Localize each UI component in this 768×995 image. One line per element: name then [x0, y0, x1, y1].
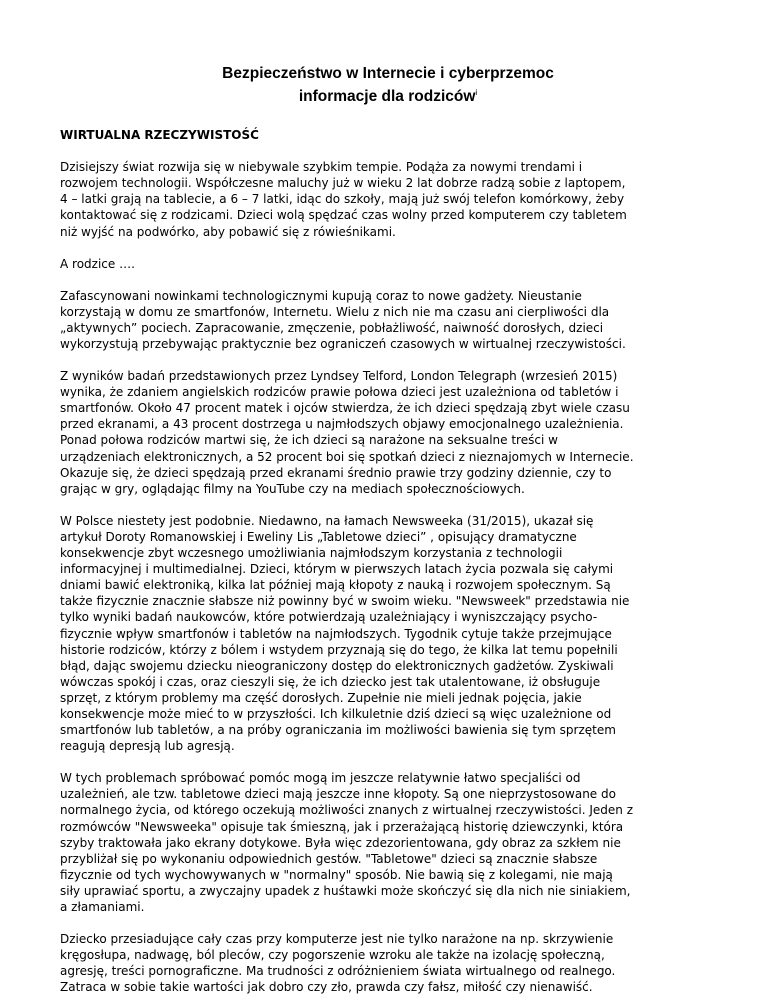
- paragraph-line: rozwojem technologii. Współczesne maluchy już w wieku 2 lat dobrze radzą sobie z laptopem,: [60, 176, 626, 191]
- paragraph-line: A rodzice ….: [60, 256, 135, 271]
- section-heading: WIRTUALNA RZECZYWISTOŚĆ: [60, 128, 259, 143]
- paragraph-line: także fizycznie znacznie słabsze niż powinny być w swoim wieku. "Newsweek" przedstawia nie: [60, 594, 630, 609]
- paragraph: [60, 770, 716, 915]
- paragraph-line: Zatraca w sobie takie wartości jak dobro czy zło, prawda czy fałsz, miłość czy nienawiść.: [60, 980, 593, 995]
- paragraph-line: kontaktować się z rodzicami. Dzieci wolą spędzać czas wolny przed komputerem czy tabletem: [60, 208, 627, 223]
- paragraph-line: 4 – latki grają na tablecie, a 6 – 7 latki, idąc do szkoły, mają już swój telefon komórkowy, żeby: [60, 192, 625, 207]
- paragraph-line: Dzisiejszy świat rozwija się w niebywale szybkim tempie. Podąża za nowymi trendami i: [60, 160, 583, 175]
- paragraph-line: historie rodziców, którzy z bólem i wstydem przyznają się do tego, że kilka lat temu popełnili: [60, 642, 618, 657]
- paragraph-line: wówczas spokój i czas, oraz cieszyli się, że ich dziecko jest tak utalentowane, iż obsługuje: [60, 674, 601, 689]
- paragraph-line: przed ekranami, a 43 procent dostrzega u najmłodszych objawy emocjonalnego uzależnienia.: [60, 417, 624, 432]
- paragraph-line: Ponad połowa rodziców martwi się, że ich dzieci są narażone na seksualne treści w: [60, 433, 558, 448]
- paragraph-line: fizycznie wpływ smartfonów i tabletów na najmłodszych. Tygodnik cytuje także przejmujące: [60, 626, 612, 641]
- paragraph-line: siły uprawiać sportu, a zwyczajny upadek z huśtawki może skończyć się dla nich nie siniakiem,: [60, 883, 631, 898]
- paragraph-line: urządzeniach elektronicznych, a 52 procent boi się spotkań dzieci z nieznajomych w Internecie.: [60, 449, 634, 464]
- paragraph-line: normalnego życia, od którego oczekują możliwości znanych z wirtualnej rzeczywistości. Jeden z: [60, 803, 634, 818]
- paragraph-line: W Polsce niestety jest podobnie. Niedawno, na łamach Newsweeka (31/2015), ukazał się: [60, 513, 594, 528]
- paragraph-line: przybliżał się po wykonaniu odpowiednich gestów. "Tabletowe" dzieci są znacznie słabsze: [60, 851, 598, 866]
- paragraph-line: tylko wyniki badań naukowców, które potwierdzają uzależniający i wyniszczający psycho-: [60, 610, 598, 625]
- footnote-marker: i: [475, 88, 478, 97]
- paragraph-line: W tych problemach spróbować pomóc mogą im jeszcze relatywnie łatwo specjaliści od: [60, 771, 581, 786]
- paragraph-line: smartfonów. Około 47 procent matek i ojców stwierdza, że ich dzieci spędzają zbyt wiele czasu: [60, 401, 630, 416]
- paragraph: [60, 288, 716, 352]
- paragraph-line: kręgosłupa, nadwagę, ból pleców, czy pogorszenie wzroku ale także na izolację społeczną,: [60, 948, 605, 963]
- paragraph-line: wykorzystują przebywając praktycznie bez ograniczeń czasowych w wirtualnej rzeczywistości.: [60, 337, 626, 351]
- paragraph-line: konsekwencje może mieć to w przyszłości. Ich kilkuletnie dziś dzieci są więc uzależnione od: [60, 706, 612, 721]
- paragraph-line: Z wyników badań przedstawionych przez Lyndsey Telford, London Telegraph (wrzesień 2015): [60, 369, 618, 384]
- paragraph: [60, 368, 716, 497]
- paragraph-line: reagują depresją lub agresją.: [60, 739, 235, 754]
- paragraph-line: sprzęt, z którym problemy ma część dorosłych. Zupełnie nie mieli jednak pojęcia, jakie: [60, 690, 582, 705]
- paragraph-line: „aktywnych” pociech. Zapracowanie, zmęczenie, pobłażliwość, naiwność dorosłych, dzieci: [60, 320, 604, 335]
- paragraph-line: artykuł Doroty Romanowskiej i Eweliny Lis „Tabletowe dzieci” , opisujący dramatyczne: [60, 529, 577, 544]
- paragraph-line: konsekwencje zbyt wczesnego umożliwiania najmłodszym korzystania z technologii: [60, 546, 563, 561]
- paragraph-line: uzależnień, ale tzw. tabletowe dzieci mają jeszcze inne kłopoty. Są one nieprzystosowane do: [60, 787, 616, 802]
- paragraph: [60, 513, 716, 754]
- paragraph: [60, 931, 716, 995]
- body-text: [60, 159, 716, 995]
- paragraph-line: wynika, że zdaniem angielskich rodziców prawie połowa dzieci jest uzależniona od tabletów i: [60, 385, 619, 400]
- paragraph-line: fizycznie od tych wychowywanych w "normalny" sposób. Nie bawią się z kolegami, nie mają: [60, 867, 613, 882]
- paragraph-line: błąd, dając swojemu dziecku nieograniczony dostęp do elektronicznych gadżetów. Zyskiwali: [60, 658, 614, 673]
- paragraph-line: a złamaniami.: [60, 900, 145, 914]
- document-title: [60, 64, 716, 106]
- paragraph-line: rozmówców "Newsweeka" opisuje tak śmieszną, jak i przerażającą historię dziewczynki, która: [60, 819, 624, 834]
- paragraph-line: Okazuje się, że dzieci spędzają przed ekranami średnio prawie trzy godziny dziennie, czy to: [60, 465, 612, 480]
- paragraph-line: niż wyjść na podwórko, aby pobawić się z rówieśnikami.: [60, 224, 396, 239]
- paragraph-line: smartfonów lub tabletów, a na próby ograniczania im możliwości bawienia się tym sprzętem: [60, 723, 616, 738]
- title-line-2: [60, 83, 716, 106]
- paragraph-line: Dziecko przesiadujące cały czas przy komputerze jest nie tylko narażone na np. skrzywienie: [60, 932, 614, 947]
- paragraph-line: szyby traktowała jako ekrany dotykowe. Była więc zdezorientowana, gdy obraz za szkłem nie: [60, 835, 621, 850]
- document-page: [60, 64, 716, 995]
- paragraph-line: korzystają w domu ze smartfonów, Internetu. Wielu z nich nie ma czasu ani cierpliwości dla: [60, 304, 610, 319]
- paragraph: [60, 159, 716, 239]
- paragraph: [60, 256, 716, 272]
- title-line-1: Bezpieczeństwo w Internecie i cyberprzemoc: [222, 65, 554, 82]
- title-line-2-text: informacje dla rodziców: [298, 88, 476, 106]
- paragraph-line: Zafascynowani nowinkami technologicznymi kupują coraz to nowe gadżety. Nieustanie: [60, 288, 582, 303]
- paragraph-line: agresję, treści pornograficzne. Ma trudności z odróżnieniem świata wirtualnego od realnego.: [60, 964, 616, 979]
- paragraph-line: dniami bawić elektroniką, kilka lat później mają kłopoty z nauką i rozwojem społecznym. Są: [60, 578, 611, 593]
- paragraph-line: grając w gry, oglądając filmy na YouTube czy na mediach społecznościowych.: [60, 481, 525, 496]
- paragraph-line: informacyjnej i multimedialnej. Dzieci, którym w pierwszych latach życia pozwala się całymi: [60, 562, 614, 577]
